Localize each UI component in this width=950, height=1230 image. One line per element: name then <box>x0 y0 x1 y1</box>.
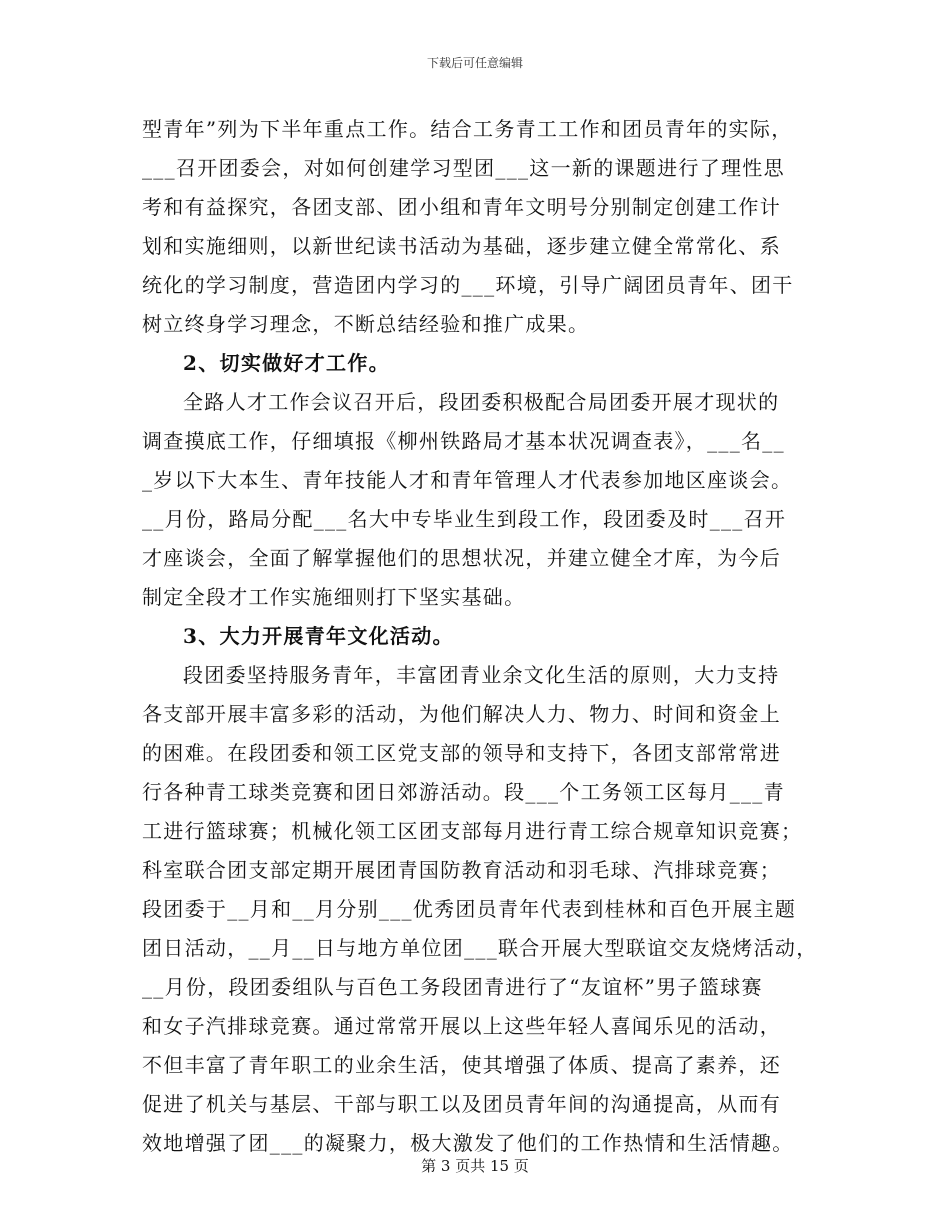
section-heading: 3、大力开展青年文化活动。 <box>183 624 454 648</box>
text-line: 效地增强了团___的凝聚力，极大激发了他们的工作热情和生活情趣。 <box>142 1131 794 1155</box>
section-heading: 2、切实做好才工作。 <box>183 351 390 375</box>
text-line: 才座谈会，全面了解掌握他们的思想状况，并建立健全才库，为今后 <box>142 546 781 570</box>
text-line: 各支部开展丰富多彩的活动，为他们解决人力、物力、时间和资金上 <box>142 702 781 726</box>
page-header: 下载后可任意编辑 <box>426 56 523 70</box>
text-line: 段团委坚持服务青年，丰富团青业余文化生活的原则，大力支持 <box>183 663 780 687</box>
text-line: 行各种青工球类竞赛和团日郊游活动。段___个工务领工区每月___青 <box>142 780 785 804</box>
text-line: 工进行篮球赛；机械化领工区团支部每月进行青工综合规章知识竞赛； <box>142 819 803 843</box>
text-line: 制定全段才工作实施细则打下坚实基础。 <box>142 585 526 609</box>
text-line: 全路人才工作会议召开后，段团委积极配合局团委开展才现状的 <box>183 390 780 414</box>
text-line: 团日活动，__月__日与地方单位团___联合开展大型联谊交友烧烤活动， <box>142 936 818 960</box>
text-line: ___召开团委会，对如何创建学习型团___这一新的课题进行了理性思 <box>142 156 785 180</box>
text-line: 和女子汽排球竞赛。通过常常开展以上这些年轻人喜闻乐见的活动， <box>142 1014 781 1038</box>
text-line: 不但丰富了青年职工的业余生活，使其增强了体质、提高了素养，还 <box>142 1053 781 1077</box>
text-line: 考和有益探究，各团支部、团小组和青年文明号分别制定创建工作计 <box>142 195 781 219</box>
text-line: 统化的学习制度，营造团内学习的___环境，引导广阔团员青年、团干 <box>142 273 794 297</box>
page-footer: 第 3 页共 15 页 <box>421 1157 529 1175</box>
text-line: 划和实施细则，以新世纪读书活动为基础，逐步建立健全常常化、系 <box>142 234 781 258</box>
text-line: 树立终身学习理念，不断总结经验和推广成果。 <box>142 312 590 336</box>
text-line: _岁以下大本生、青年技能人才和青年管理人才代表参加地区座谈会。 <box>142 468 793 492</box>
text-line: 的困难。在段团委和领工区党支部的领导和支持下，各团支部常常进 <box>142 741 781 765</box>
text-line: __月份，路局分配___名大中专毕业生到段工作，段团委及时___召开 <box>142 507 787 531</box>
text-line: __月份，段团委组队与百色工务段团青进行了“友谊杯”男子篮球赛 <box>142 975 763 999</box>
document-body <box>142 110 822 1163</box>
text-line: 型青年”列为下半年重点工作。结合工务青工工作和团员青年的实际， <box>142 117 793 141</box>
text-line: 促进了机关与基层、干部与职工以及团员青年间的沟通提高，从而有 <box>142 1092 781 1116</box>
text-line: 段团委于__月和__月分别___优秀团员青年代表到桂林和百色开展主题 <box>142 897 797 921</box>
text-line: 调查摸底工作，仔细填报《柳州铁路局才基本状况调查表》，___名__ <box>142 429 785 453</box>
text-line: 科室联合团支部定期开展团青国防教育活动和羽毛球、汽排球竞赛； <box>142 858 781 882</box>
